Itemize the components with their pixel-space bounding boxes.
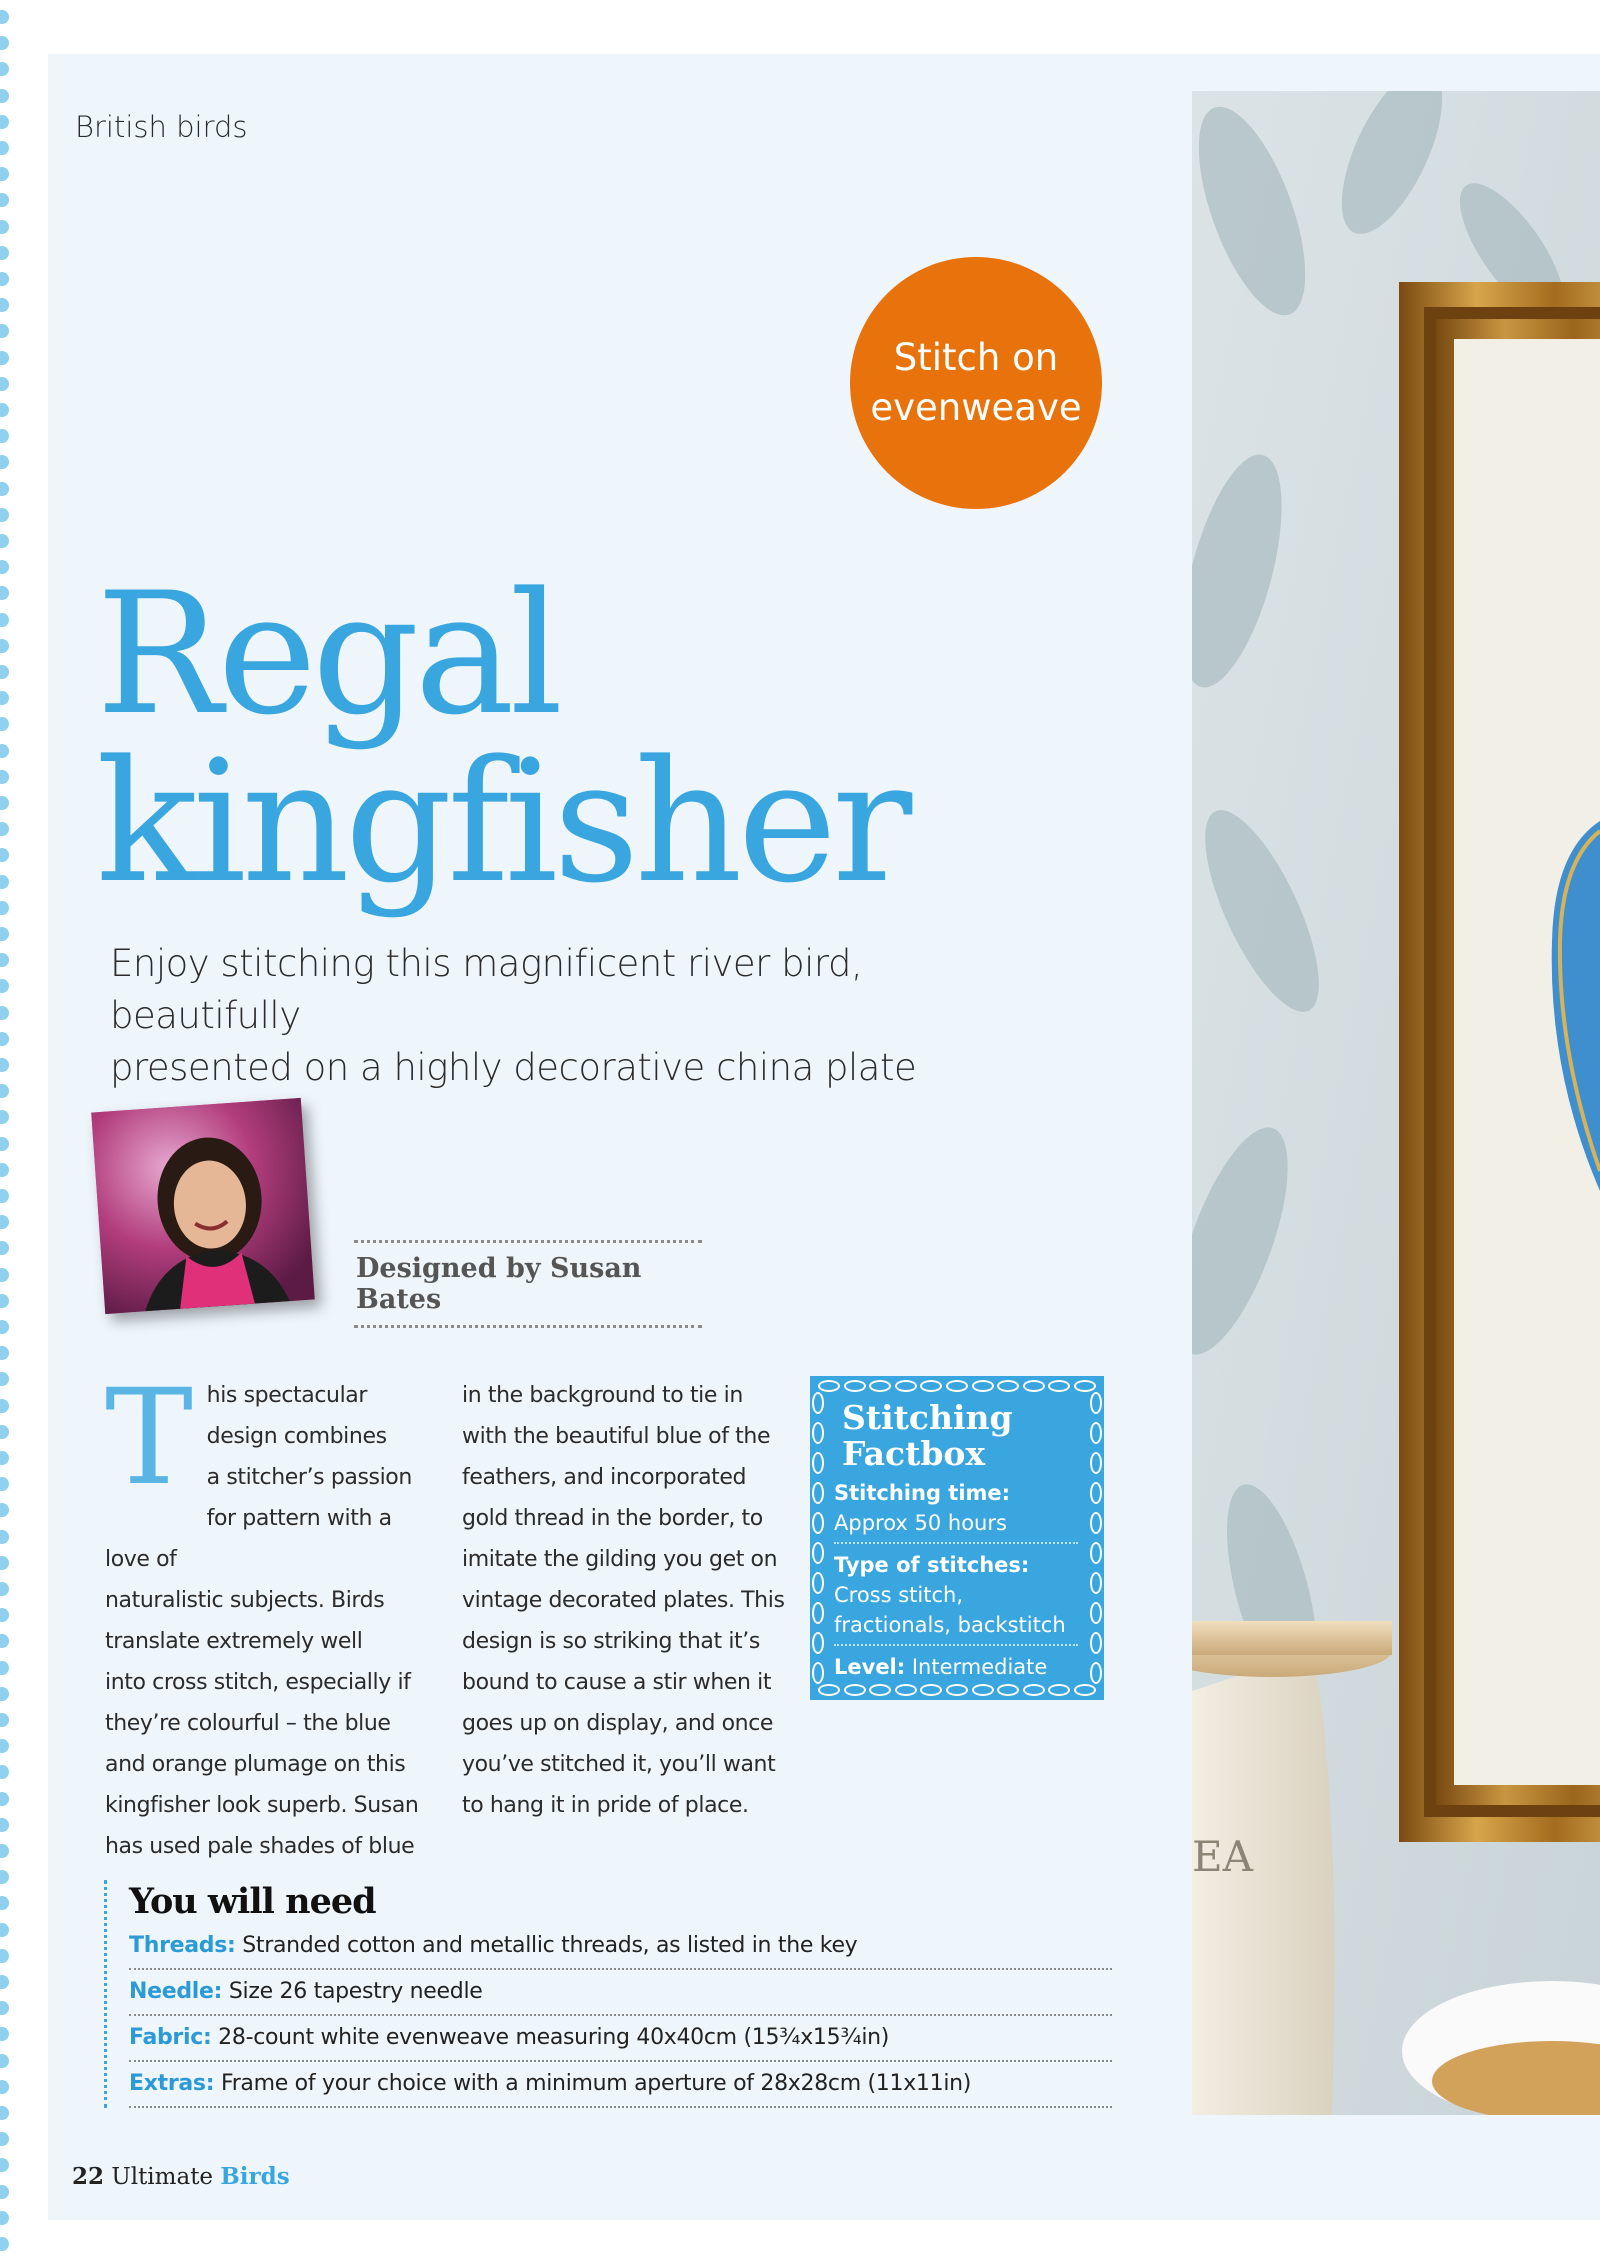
badge-line-1: Stitch on	[893, 336, 1059, 379]
binding-dot	[0, 744, 9, 758]
factbox-level-value: Intermediate	[911, 1655, 1048, 1679]
factbox-title	[842, 1400, 1078, 1472]
body-column-2	[462, 1375, 792, 1826]
binding-dot	[0, 298, 9, 312]
need-item-text: Frame of your choice with a minimum aperture of 28x28cm (11x11in)	[220, 2071, 972, 2096]
jar-lettering: EA	[1192, 1832, 1253, 1881]
standfirst-line-1: Enjoy stitching this magnificent river bird, beautifully	[110, 942, 863, 1037]
binding-dot	[0, 2001, 9, 2015]
drop-cap: T	[105, 1361, 193, 1515]
factbox-stitching-time	[834, 1472, 1078, 1544]
binding-dot	[0, 1294, 9, 1308]
binding-dot	[0, 1870, 9, 1884]
spiral-binding-dots	[0, 0, 14, 2262]
you-will-need-heading: You will need	[129, 1881, 376, 1922]
body-line: bound to cause a stir when it	[462, 1670, 772, 1695]
binding-dot	[0, 429, 9, 443]
binding-dot	[0, 2054, 9, 2068]
framed-kingfisher-photo	[1192, 91, 1600, 2115]
binding-dot	[0, 2185, 9, 2199]
binding-dot	[0, 1425, 9, 1439]
factbox-title-line-2: Factbox	[842, 1434, 986, 1473]
binding-dot	[0, 89, 9, 103]
publication-name-accent: Birds	[220, 2163, 290, 2190]
need-item-fabric	[129, 2016, 1112, 2062]
binding-dot	[0, 1634, 9, 1648]
page-number: 22	[72, 2163, 105, 2190]
need-item-label: Extras:	[129, 2071, 215, 2096]
binding-dot	[0, 141, 9, 155]
binding-dot	[0, 36, 9, 50]
need-item-threads	[129, 1924, 1112, 1970]
binding-dot	[0, 1215, 9, 1229]
body-line: design combines	[206, 1424, 387, 1449]
title-line-2: kingfisher	[96, 724, 908, 920]
factbox-time-value: Approx 50 hours	[834, 1511, 1007, 1535]
body-line: and orange plumage on this	[105, 1752, 406, 1777]
factbox-type-value-1: Cross stitch,	[834, 1583, 964, 1607]
factbox-border-left	[812, 1392, 824, 1684]
binding-dot	[0, 639, 9, 653]
binding-dot	[0, 62, 9, 76]
need-item-text: Size 26 tapestry needle	[228, 1979, 483, 2004]
stitching-factbox	[810, 1376, 1104, 1700]
binding-dot	[0, 2132, 9, 2146]
need-item-label: Needle:	[129, 1979, 223, 2004]
binding-dot	[0, 1792, 9, 1806]
factbox-title-line-1: Stitching	[842, 1398, 1013, 1437]
body-line: in the background to tie in	[462, 1383, 743, 1408]
binding-dot	[0, 665, 9, 679]
binding-dot	[0, 1975, 9, 1989]
binding-dot	[0, 2106, 9, 2120]
factbox-level-label: Level:	[834, 1655, 906, 1679]
binding-dot	[0, 1137, 9, 1151]
binding-dot	[0, 1084, 9, 1098]
body-line: gold thread in the border, to	[462, 1506, 763, 1531]
binding-dot	[0, 1844, 9, 1858]
designer-photo	[91, 1098, 315, 1314]
binding-dot	[0, 1477, 9, 1491]
body-line: a stitcher’s passion	[206, 1465, 412, 1490]
binding-dot	[0, 875, 9, 889]
binding-dot	[0, 351, 9, 365]
body-line: has used pale shades of blue	[105, 1834, 415, 1859]
need-item-label: Threads:	[129, 1933, 236, 1958]
binding-dot	[0, 2080, 9, 2094]
body-line: feathers, and incorporated	[462, 1465, 747, 1490]
binding-dot	[0, 1582, 9, 1596]
factbox-border-right	[1090, 1392, 1102, 1684]
binding-dot	[0, 455, 9, 469]
factbox-level	[834, 1646, 1078, 1686]
binding-dot	[0, 1320, 9, 1334]
binding-dot	[0, 1818, 9, 1832]
binding-dot	[0, 1923, 9, 1937]
body-line: for pattern with a love of	[105, 1506, 392, 1572]
badge-line-2: evenweave	[870, 386, 1082, 429]
binding-dot	[0, 2211, 9, 2225]
binding-dot	[0, 953, 9, 967]
binding-dot	[0, 508, 9, 522]
binding-dot	[0, 2237, 9, 2251]
binding-dot	[0, 1163, 9, 1177]
body-line: to hang it in pride of place.	[462, 1793, 749, 1818]
binding-dot	[0, 1503, 9, 1517]
binding-dot	[0, 586, 9, 600]
page-title	[96, 556, 908, 920]
binding-dot	[0, 822, 9, 836]
factbox-stitch-types	[834, 1544, 1078, 1646]
stitch-on-badge	[850, 257, 1102, 509]
binding-dot	[0, 115, 9, 129]
binding-dot	[0, 220, 9, 234]
binding-dot	[0, 1399, 9, 1413]
binding-dot	[0, 1896, 9, 1910]
binding-dot	[0, 167, 9, 181]
binding-dot	[0, 482, 9, 496]
body-line: with the beautiful blue of the	[462, 1424, 771, 1449]
body-line: they’re colourful – the blue	[105, 1711, 391, 1736]
need-item-needle	[129, 1970, 1112, 2016]
binding-dot	[0, 1346, 9, 1360]
binding-dot	[0, 1661, 9, 1675]
body-line: his spectacular	[206, 1383, 368, 1408]
binding-dot	[0, 796, 9, 810]
binding-dot	[0, 534, 9, 548]
binding-dot	[0, 2158, 9, 2172]
body-column-1	[105, 1361, 425, 1867]
binding-dot	[0, 1032, 9, 1046]
binding-dot	[0, 377, 9, 391]
need-item-text: Stranded cotton and metallic threads, as listed in the key	[242, 1933, 858, 1958]
binding-dot	[0, 1530, 9, 1544]
binding-dot	[0, 403, 9, 417]
binding-dot	[0, 2027, 9, 2041]
need-item-text: 28-count white evenweave measuring 40x40cm (15¾x15¾in)	[218, 2025, 890, 2050]
binding-dot	[0, 1451, 9, 1465]
body-line: design is so striking that it’s	[462, 1629, 760, 1654]
binding-dot	[0, 560, 9, 574]
binding-dot	[0, 770, 9, 784]
need-item-extras	[129, 2062, 1112, 2108]
publication-name: Ultimate	[111, 2164, 214, 2190]
factbox-border-top	[818, 1380, 1096, 1392]
binding-dot	[0, 927, 9, 941]
binding-dot	[0, 979, 9, 993]
binding-dot	[0, 691, 9, 705]
body-line: naturalistic subjects. Birds	[105, 1588, 385, 1613]
binding-dot	[0, 1713, 9, 1727]
body-line: into cross stitch, especially if	[105, 1670, 411, 1695]
body-line: goes up on display, and once	[462, 1711, 774, 1736]
factbox-type-value-2: fractionals, backstitch	[834, 1613, 1066, 1637]
binding-dot	[0, 324, 9, 338]
binding-dot	[0, 1006, 9, 1020]
binding-dot	[0, 1765, 9, 1779]
binding-dot	[0, 1739, 9, 1753]
binding-dot	[0, 1110, 9, 1124]
standfirst	[110, 938, 1010, 1094]
binding-dot	[0, 10, 9, 24]
title-line-1: Regal	[96, 556, 559, 752]
body-line: translate extremely well	[105, 1629, 363, 1654]
designer-credit: Designed by Susan Bates	[354, 1240, 702, 1328]
body-line: vintage decorated plates. This	[462, 1588, 785, 1613]
you-will-need-box	[104, 1880, 1112, 2108]
body-line: you’ve stitched it, you’ll want	[462, 1752, 776, 1777]
binding-dot	[0, 1058, 9, 1072]
binding-dot	[0, 193, 9, 207]
binding-dot	[0, 246, 9, 260]
factbox-time-label: Stitching time:	[834, 1481, 1011, 1505]
body-line: kingfisher look superb. Susan	[105, 1793, 419, 1818]
section-label: British birds	[75, 110, 248, 144]
binding-dot	[0, 848, 9, 862]
binding-dot	[0, 272, 9, 286]
standfirst-line-2: presented on a highly decorative china plate	[110, 1046, 917, 1089]
binding-dot	[0, 1372, 9, 1386]
binding-dot	[0, 901, 9, 915]
binding-dot	[0, 1189, 9, 1203]
need-item-label: Fabric:	[129, 2025, 212, 2050]
binding-dot	[0, 717, 9, 731]
page-folio	[72, 2163, 290, 2190]
binding-dot	[0, 613, 9, 627]
binding-dot	[0, 1687, 9, 1701]
body-line: imitate the gilding you get on	[462, 1547, 778, 1572]
binding-dot	[0, 1268, 9, 1282]
binding-dot	[0, 1949, 9, 1963]
factbox-border-bottom	[818, 1684, 1096, 1696]
binding-dot	[0, 1608, 9, 1622]
factbox-type-label: Type of stitches:	[834, 1553, 1030, 1577]
binding-dot	[0, 1241, 9, 1255]
binding-dot	[0, 1556, 9, 1570]
